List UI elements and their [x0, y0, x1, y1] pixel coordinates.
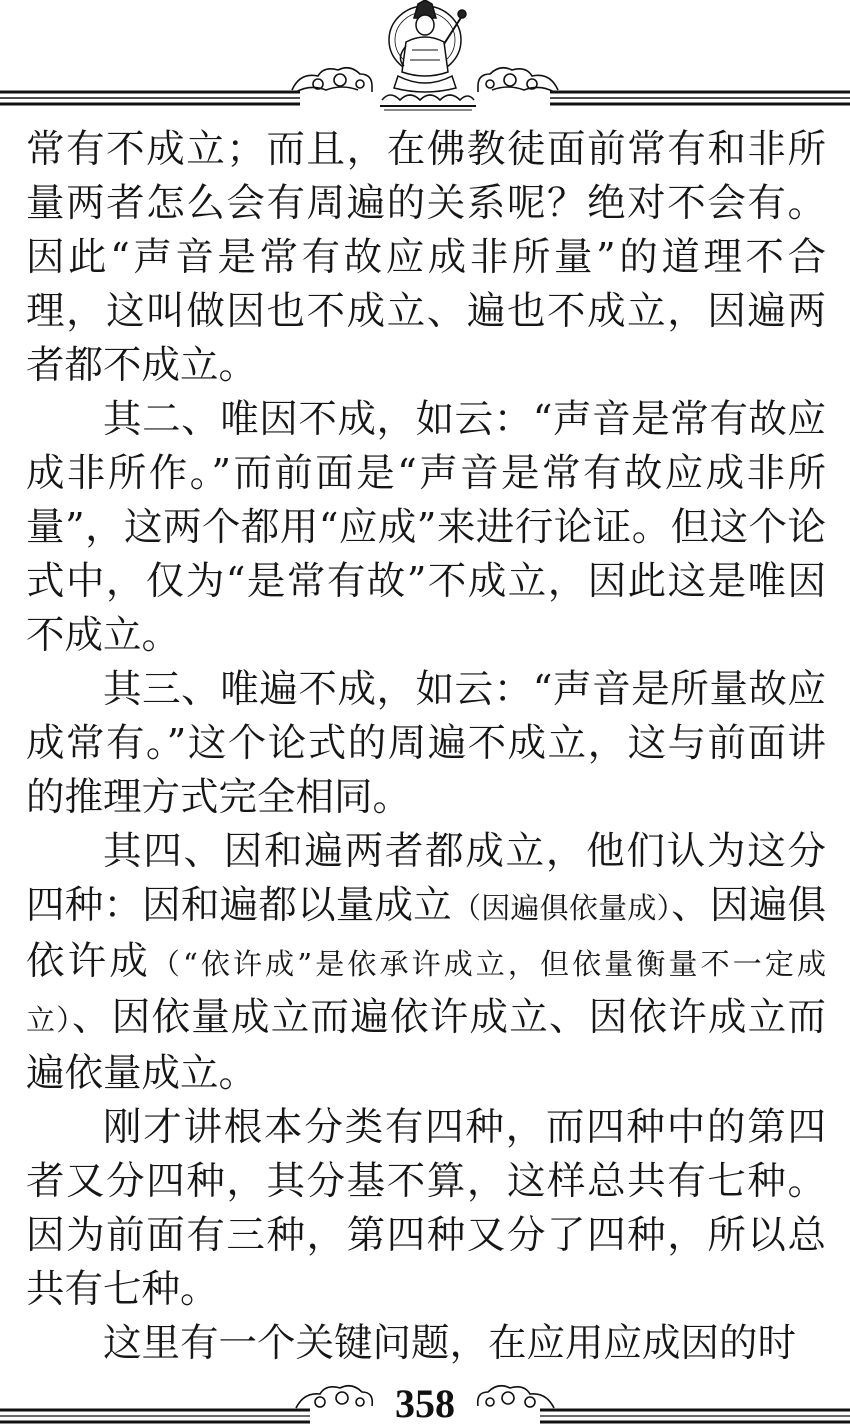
page-body-text: [26, 123, 826, 1371]
page-header-ornament: [0, 0, 850, 112]
cloud-ornament-left-icon: [292, 68, 372, 92]
paragraph-4-note-1: （因遍俱依量成）: [451, 891, 672, 925]
cloud-ornament-right-icon: [478, 68, 558, 92]
paragraph-3: 其三、唯遍不成，如云：“声音是所量故应成常有。”这个论式的周遍不成立，这与前面讲的推理方式完全相同。: [26, 667, 826, 820]
paragraph-4: [26, 825, 826, 1101]
paragraph-4-part-a: 其四、因和遍两者都成立，他们认为这分四种：因和遍都以量成立: [26, 829, 826, 928]
deity-figure-icon: [380, 0, 476, 110]
paragraph-5: 刚才讲根本分类有四种，而四种中的第四者又分四种，其分基不算，这样总共有七种。因为前面有三种，第四种又分了四种，所以总共有七种。: [26, 1105, 826, 1312]
paragraph-4-note-2: （“依许成”是依承许成立，但依量衡量不一定成立）: [26, 947, 826, 1037]
paragraph-6: 这里有一个关键问题，在应用应成因的时: [103, 1321, 797, 1366]
paragraph-2: 其二、唯因不成，如云：“声音是常有故应成非所作。”而前面是“声音是常有故应成非所量”，这两个都用“应成”来进行论证。但这个论式中，仅为“是常有故”不成立，因此这是唯因不成立。: [26, 397, 826, 658]
paragraph-4-part-c: 、因遍俱依许成: [26, 883, 826, 984]
paragraph-1: 常有不成立；而且，在佛教徒面前常有和非所量两者怎么会有周遍的关系呢？绝对不会有。因此“声音是常有故应成非所量”的道理不合理，这叫做因也不成立、遍也不成立，因遍两者都不成立。: [26, 127, 826, 388]
page-number: 358: [395, 1381, 455, 1426]
paragraph-4-part-e: 、因依量成立而遍依许成立、因依许成立而遍依量成立。: [26, 995, 826, 1096]
